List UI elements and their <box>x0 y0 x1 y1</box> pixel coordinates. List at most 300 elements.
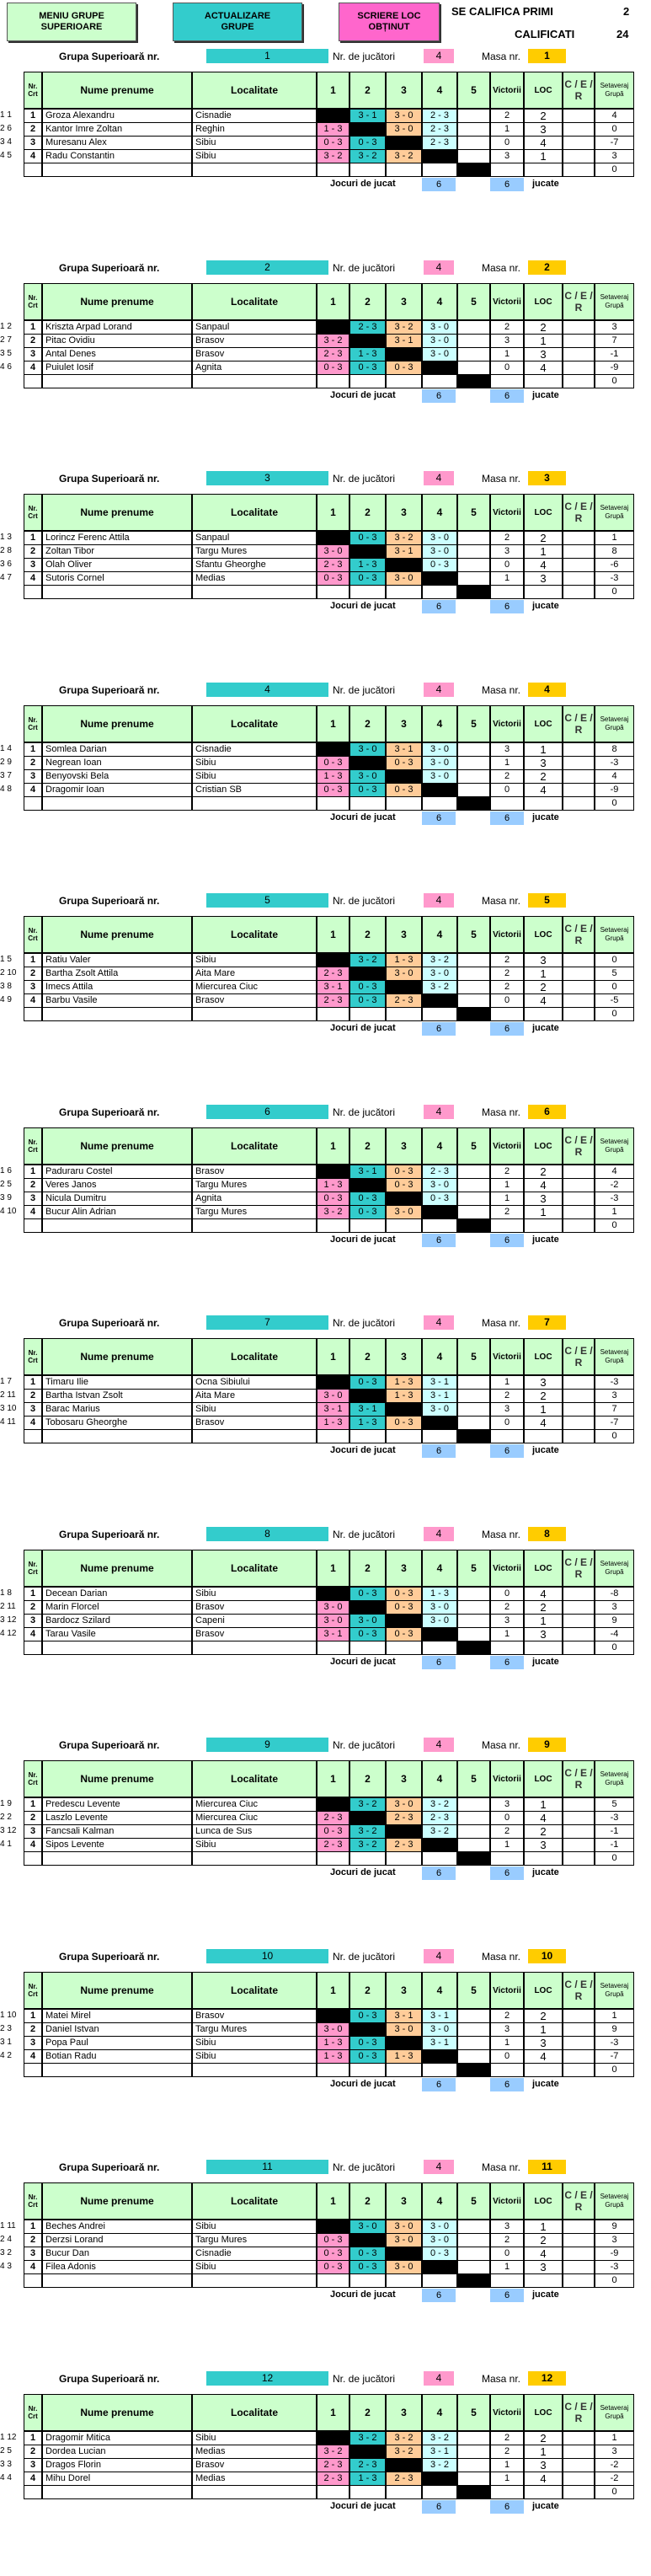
score-cell[interactable] <box>422 1007 457 1021</box>
loc-value[interactable]: 3 <box>524 1838 563 1852</box>
score-cell[interactable]: 3 - 0 <box>386 967 422 981</box>
player-name[interactable] <box>42 1218 192 1233</box>
player-localitate[interactable]: Cisnadie <box>192 109 317 123</box>
score-cell[interactable] <box>457 993 490 1008</box>
cer-cell[interactable] <box>563 980 595 994</box>
score-cell[interactable] <box>317 163 350 177</box>
player-localitate[interactable] <box>192 2273 317 2288</box>
score-cell[interactable] <box>386 585 422 599</box>
player-name[interactable]: Barbu Vasile <box>42 993 192 1008</box>
cer-cell[interactable] <box>563 769 595 784</box>
score-cell[interactable]: 0 - 3 <box>350 2247 386 2261</box>
score-cell[interactable] <box>422 2063 457 2077</box>
player-name[interactable]: Radu Constantin <box>42 149 192 163</box>
player-localitate[interactable]: Targu Mures <box>192 2233 317 2247</box>
score-cell[interactable] <box>386 2273 422 2288</box>
score-cell[interactable]: 2 - 3 <box>350 320 386 335</box>
player-localitate[interactable]: Brasov <box>192 1600 317 1615</box>
score-cell[interactable]: 2 - 3 <box>422 1165 457 1179</box>
score-cell[interactable]: 3 - 0 <box>422 2233 457 2247</box>
cer-cell[interactable] <box>563 2431 595 2445</box>
cer-cell[interactable] <box>563 1007 595 1021</box>
score-cell[interactable] <box>422 783 457 797</box>
score-cell[interactable] <box>457 320 490 335</box>
player-localitate[interactable]: Brasov <box>192 2458 317 2472</box>
meniu-grupe-superioare-button[interactable]: MENIU GRUPE SUPERIOARE <box>7 3 136 41</box>
score-cell[interactable] <box>457 1429 490 1443</box>
score-cell[interactable] <box>457 2260 490 2274</box>
score-cell[interactable] <box>317 953 350 967</box>
score-cell[interactable] <box>422 2485 457 2499</box>
cer-cell[interactable] <box>563 334 595 348</box>
score-cell[interactable]: 3 - 0 <box>350 769 386 784</box>
score-cell[interactable] <box>422 1205 457 1219</box>
score-cell[interactable]: 3 - 0 <box>422 756 457 770</box>
cer-cell[interactable] <box>563 1402 595 1417</box>
player-name[interactable]: Sipos Levente <box>42 1838 192 1852</box>
cer-cell[interactable] <box>563 1851 595 1866</box>
score-cell[interactable]: 3 - 0 <box>386 1797 422 1812</box>
player-name[interactable]: Pitac Ovidiu <box>42 334 192 348</box>
score-cell[interactable] <box>317 109 350 123</box>
score-cell[interactable]: 3 - 2 <box>422 1797 457 1812</box>
score-cell[interactable] <box>422 571 457 586</box>
score-cell[interactable] <box>457 136 490 150</box>
score-cell[interactable]: 1 - 3 <box>317 1178 350 1192</box>
player-name[interactable]: Negrean Ioan <box>42 756 192 770</box>
loc-value[interactable] <box>524 1429 563 1443</box>
score-cell[interactable]: 0 - 3 <box>386 1627 422 1641</box>
score-cell[interactable] <box>350 2022 386 2037</box>
loc-value[interactable]: 3 <box>524 122 563 137</box>
score-cell[interactable]: 2 - 3 <box>317 558 350 572</box>
cer-cell[interactable] <box>563 2247 595 2261</box>
score-cell[interactable]: 3 - 2 <box>422 2431 457 2445</box>
player-localitate[interactable]: Targu Mures <box>192 1205 317 1219</box>
score-cell[interactable] <box>457 531 490 545</box>
score-cell[interactable] <box>350 1007 386 1021</box>
score-cell[interactable] <box>350 1641 386 1655</box>
cer-cell[interactable] <box>563 544 595 559</box>
cer-cell[interactable] <box>563 783 595 797</box>
score-cell[interactable] <box>457 1851 490 1866</box>
player-localitate[interactable]: Miercurea Ciuc <box>192 980 317 994</box>
loc-value[interactable]: 3 <box>524 2260 563 2274</box>
score-cell[interactable]: 3 - 1 <box>350 1165 386 1179</box>
score-cell[interactable]: 3 - 2 <box>317 149 350 163</box>
score-cell[interactable] <box>457 2036 490 2050</box>
loc-value[interactable]: 1 <box>524 544 563 559</box>
score-cell[interactable]: 3 - 2 <box>350 953 386 967</box>
player-name[interactable]: Veres Janos <box>42 1178 192 1192</box>
score-cell[interactable]: 2 - 3 <box>317 347 350 361</box>
player-name[interactable]: Timaru Ilie <box>42 1375 192 1390</box>
score-cell[interactable] <box>457 1627 490 1641</box>
player-localitate[interactable]: Brasov <box>192 1416 317 1430</box>
player-name[interactable]: Matei Mirel <box>42 2009 192 2023</box>
score-cell[interactable] <box>457 1205 490 1219</box>
player-localitate[interactable] <box>192 2063 317 2077</box>
player-name[interactable] <box>42 1641 192 1655</box>
score-cell[interactable]: 3 - 0 <box>422 2022 457 2037</box>
score-cell[interactable] <box>457 1824 490 1839</box>
score-cell[interactable] <box>422 993 457 1008</box>
score-cell[interactable]: 0 - 3 <box>386 1178 422 1192</box>
cer-cell[interactable] <box>563 2022 595 2037</box>
score-cell[interactable] <box>457 1218 490 1233</box>
score-cell[interactable] <box>317 1218 350 1233</box>
loc-value[interactable]: 1 <box>524 742 563 757</box>
score-cell[interactable] <box>457 1587 490 1601</box>
score-cell[interactable]: 3 - 2 <box>350 1838 386 1852</box>
score-cell[interactable]: 3 - 1 <box>422 1389 457 1403</box>
player-name[interactable]: Somlea Darian <box>42 742 192 757</box>
score-cell[interactable]: 3 - 0 <box>422 967 457 981</box>
player-localitate[interactable]: Sibiu <box>192 953 317 967</box>
player-localitate[interactable]: Sibiu <box>192 136 317 150</box>
player-localitate[interactable] <box>192 1007 317 1021</box>
cer-cell[interactable] <box>563 361 595 375</box>
player-name[interactable]: Barac Marius <box>42 1402 192 1417</box>
score-cell[interactable]: 3 - 2 <box>422 2458 457 2472</box>
loc-value[interactable]: 1 <box>524 1402 563 1417</box>
score-cell[interactable]: 3 - 1 <box>350 1402 386 1417</box>
score-cell[interactable]: 3 - 2 <box>317 2445 350 2459</box>
player-name[interactable]: Beches Andrei <box>42 2220 192 2234</box>
player-localitate[interactable]: Agnita <box>192 1192 317 1206</box>
loc-value[interactable]: 4 <box>524 2247 563 2261</box>
score-cell[interactable]: 2 - 3 <box>317 967 350 981</box>
score-cell[interactable] <box>457 783 490 797</box>
cer-cell[interactable] <box>563 347 595 361</box>
score-cell[interactable] <box>317 1851 350 1866</box>
player-localitate[interactable]: Cisnadie <box>192 742 317 757</box>
score-cell[interactable] <box>422 149 457 163</box>
loc-value[interactable]: 2 <box>524 2431 563 2445</box>
score-cell[interactable]: 0 - 3 <box>350 783 386 797</box>
score-cell[interactable] <box>386 163 422 177</box>
player-name[interactable]: Botian Radu <box>42 2049 192 2064</box>
loc-value[interactable]: 1 <box>524 2445 563 2459</box>
player-name[interactable]: Bucur Alin Adrian <box>42 1205 192 1219</box>
score-cell[interactable]: 3 - 1 <box>350 109 386 123</box>
score-cell[interactable]: 3 - 0 <box>386 2260 422 2274</box>
player-localitate[interactable] <box>192 1218 317 1233</box>
score-cell[interactable] <box>386 1824 422 1839</box>
score-cell[interactable] <box>457 796 490 811</box>
score-cell[interactable]: 3 - 2 <box>317 1205 350 1219</box>
loc-value[interactable] <box>524 374 563 388</box>
score-cell[interactable]: 3 - 1 <box>422 2036 457 2050</box>
score-cell[interactable]: 3 - 0 <box>386 109 422 123</box>
score-cell[interactable]: 2 - 3 <box>350 2458 386 2472</box>
score-cell[interactable] <box>386 769 422 784</box>
score-cell[interactable] <box>422 1627 457 1641</box>
score-cell[interactable] <box>386 1614 422 1628</box>
player-name[interactable] <box>42 2063 192 2077</box>
score-cell[interactable]: 0 - 3 <box>350 2049 386 2064</box>
score-cell[interactable] <box>422 2260 457 2274</box>
score-cell[interactable] <box>386 980 422 994</box>
cer-cell[interactable] <box>563 796 595 811</box>
score-cell[interactable]: 0 - 3 <box>317 1192 350 1206</box>
score-cell[interactable]: 3 - 1 <box>317 1627 350 1641</box>
player-name[interactable]: Fancsali Kalman <box>42 1824 192 1839</box>
score-cell[interactable]: 3 - 1 <box>422 1375 457 1390</box>
score-cell[interactable]: 2 - 3 <box>422 122 457 137</box>
player-localitate[interactable]: Sanpaul <box>192 320 317 335</box>
loc-value[interactable]: 4 <box>524 1587 563 1601</box>
loc-value[interactable]: 4 <box>524 558 563 572</box>
score-cell[interactable] <box>422 2049 457 2064</box>
player-name[interactable] <box>42 1007 192 1021</box>
score-cell[interactable] <box>317 1375 350 1390</box>
cer-cell[interactable] <box>563 163 595 177</box>
player-name[interactable] <box>42 163 192 177</box>
score-cell[interactable] <box>457 571 490 586</box>
score-cell[interactable]: 1 - 3 <box>317 122 350 137</box>
score-cell[interactable] <box>457 953 490 967</box>
loc-value[interactable]: 2 <box>524 1165 563 1179</box>
score-cell[interactable]: 3 - 0 <box>386 2022 422 2037</box>
score-cell[interactable]: 3 - 0 <box>422 531 457 545</box>
score-cell[interactable] <box>317 1641 350 1655</box>
cer-cell[interactable] <box>563 1218 595 1233</box>
loc-value[interactable]: 2 <box>524 1389 563 1403</box>
score-cell[interactable]: 0 - 3 <box>350 1587 386 1601</box>
score-cell[interactable] <box>350 374 386 388</box>
cer-cell[interactable] <box>563 2273 595 2288</box>
score-cell[interactable] <box>457 1641 490 1655</box>
player-name[interactable] <box>42 796 192 811</box>
player-localitate[interactable]: Reghin <box>192 122 317 137</box>
score-cell[interactable]: 3 - 0 <box>317 544 350 559</box>
score-cell[interactable] <box>457 2247 490 2261</box>
score-cell[interactable] <box>350 585 386 599</box>
cer-cell[interactable] <box>563 2063 595 2077</box>
player-name[interactable]: Bucur Dan <box>42 2247 192 2261</box>
score-cell[interactable]: 0 - 3 <box>317 1824 350 1839</box>
score-cell[interactable] <box>457 2273 490 2288</box>
cer-cell[interactable] <box>563 2485 595 2499</box>
score-cell[interactable]: 3 - 1 <box>386 334 422 348</box>
score-cell[interactable] <box>457 2009 490 2023</box>
score-cell[interactable] <box>422 1641 457 1655</box>
score-cell[interactable]: 0 - 3 <box>386 361 422 375</box>
player-name[interactable]: Antal Denes <box>42 347 192 361</box>
cer-cell[interactable] <box>563 1205 595 1219</box>
cer-cell[interactable] <box>563 558 595 572</box>
player-name[interactable]: Tarau Vasile <box>42 1627 192 1641</box>
score-cell[interactable]: 2 - 3 <box>317 2472 350 2486</box>
cer-cell[interactable] <box>563 1614 595 1628</box>
player-localitate[interactable]: Sibiu <box>192 2036 317 2050</box>
score-cell[interactable]: 0 - 3 <box>317 136 350 150</box>
score-cell[interactable]: 2 - 3 <box>422 1811 457 1825</box>
score-cell[interactable]: 3 - 0 <box>317 1389 350 1403</box>
player-localitate[interactable]: Capeni <box>192 1614 317 1628</box>
score-cell[interactable] <box>457 2049 490 2064</box>
score-cell[interactable] <box>457 1178 490 1192</box>
score-cell[interactable] <box>457 2220 490 2234</box>
player-localitate[interactable]: Sibiu <box>192 2049 317 2064</box>
score-cell[interactable]: 3 - 0 <box>422 2220 457 2234</box>
scriere-loc-obtinut-button[interactable]: SCRIERE LOC OBȚINUT <box>339 3 440 41</box>
loc-value[interactable]: 4 <box>524 2472 563 2486</box>
score-cell[interactable] <box>350 1851 386 1866</box>
score-cell[interactable]: 0 - 3 <box>350 2036 386 2050</box>
player-localitate[interactable]: Medias <box>192 2445 317 2459</box>
loc-value[interactable] <box>524 1218 563 1233</box>
loc-value[interactable]: 1 <box>524 1797 563 1812</box>
score-cell[interactable] <box>350 2273 386 2288</box>
score-cell[interactable] <box>386 347 422 361</box>
score-cell[interactable]: 3 - 2 <box>386 2445 422 2459</box>
score-cell[interactable]: 2 - 3 <box>317 2458 350 2472</box>
score-cell[interactable]: 0 - 3 <box>386 1587 422 1601</box>
score-cell[interactable]: 2 - 3 <box>317 1838 350 1852</box>
loc-value[interactable]: 4 <box>524 1178 563 1192</box>
player-name[interactable]: Olah Oliver <box>42 558 192 572</box>
player-name[interactable]: Filea Adonis <box>42 2260 192 2274</box>
player-name[interactable]: Dragos Florin <box>42 2458 192 2472</box>
player-localitate[interactable] <box>192 1851 317 1866</box>
loc-value[interactable] <box>524 1007 563 1021</box>
loc-value[interactable]: 4 <box>524 2049 563 2064</box>
score-cell[interactable] <box>422 163 457 177</box>
loc-value[interactable] <box>524 585 563 599</box>
player-localitate[interactable]: Brasov <box>192 1627 317 1641</box>
loc-value[interactable]: 2 <box>524 2233 563 2247</box>
score-cell[interactable]: 0 - 3 <box>386 783 422 797</box>
score-cell[interactable] <box>386 1218 422 1233</box>
score-cell[interactable] <box>457 1811 490 1825</box>
score-cell[interactable]: 3 - 0 <box>422 742 457 757</box>
score-cell[interactable] <box>317 585 350 599</box>
cer-cell[interactable] <box>563 2036 595 2050</box>
score-cell[interactable] <box>386 1192 422 1206</box>
cer-cell[interactable] <box>563 122 595 137</box>
player-localitate[interactable]: Targu Mures <box>192 2022 317 2037</box>
score-cell[interactable] <box>457 742 490 757</box>
score-cell[interactable]: 0 - 3 <box>317 756 350 770</box>
score-cell[interactable] <box>350 334 386 348</box>
player-localitate[interactable]: Brasov <box>192 347 317 361</box>
score-cell[interactable]: 3 - 2 <box>350 2431 386 2445</box>
score-cell[interactable]: 1 - 3 <box>317 1416 350 1430</box>
score-cell[interactable] <box>317 1587 350 1601</box>
score-cell[interactable] <box>350 1811 386 1825</box>
loc-value[interactable]: 1 <box>524 2022 563 2037</box>
score-cell[interactable]: 3 - 2 <box>386 2431 422 2445</box>
loc-value[interactable]: 4 <box>524 1416 563 1430</box>
score-cell[interactable] <box>457 1402 490 1417</box>
loc-value[interactable]: 1 <box>524 2220 563 2234</box>
score-cell[interactable]: 3 - 0 <box>386 2233 422 2247</box>
player-localitate[interactable] <box>192 2485 317 2499</box>
player-name[interactable]: Bartha Istvan Zsolt <box>42 1389 192 1403</box>
player-name[interactable]: Predescu Levente <box>42 1797 192 1812</box>
score-cell[interactable]: 1 - 3 <box>386 953 422 967</box>
cer-cell[interactable] <box>563 2458 595 2472</box>
cer-cell[interactable] <box>563 1641 595 1655</box>
loc-value[interactable]: 2 <box>524 769 563 784</box>
score-cell[interactable] <box>422 374 457 388</box>
score-cell[interactable] <box>457 980 490 994</box>
cer-cell[interactable] <box>563 1838 595 1852</box>
score-cell[interactable]: 3 - 1 <box>317 980 350 994</box>
loc-value[interactable]: 2 <box>524 980 563 994</box>
player-name[interactable] <box>42 1429 192 1443</box>
player-name[interactable]: Zoltan Tibor <box>42 544 192 559</box>
loc-value[interactable]: 3 <box>524 756 563 770</box>
player-name[interactable]: Sutoris Cornel <box>42 571 192 586</box>
loc-value[interactable]: 2 <box>524 2009 563 2023</box>
cer-cell[interactable] <box>563 1600 595 1615</box>
score-cell[interactable]: 3 - 0 <box>422 544 457 559</box>
score-cell[interactable] <box>350 163 386 177</box>
score-cell[interactable]: 3 - 2 <box>422 980 457 994</box>
player-name[interactable] <box>42 2273 192 2288</box>
loc-value[interactable]: 2 <box>524 320 563 335</box>
score-cell[interactable] <box>317 374 350 388</box>
score-cell[interactable]: 0 - 3 <box>350 993 386 1008</box>
player-name[interactable]: Derzsi Lorand <box>42 2233 192 2247</box>
score-cell[interactable] <box>317 1007 350 1021</box>
loc-value[interactable]: 1 <box>524 1205 563 1219</box>
loc-value[interactable] <box>524 2063 563 2077</box>
score-cell[interactable]: 2 - 3 <box>317 1811 350 1825</box>
score-cell[interactable] <box>386 2063 422 2077</box>
loc-value[interactable] <box>524 2273 563 2288</box>
player-name[interactable]: Popa Paul <box>42 2036 192 2050</box>
loc-value[interactable]: 1 <box>524 149 563 163</box>
score-cell[interactable]: 0 - 3 <box>386 756 422 770</box>
player-localitate[interactable]: Sfantu Gheorghe <box>192 558 317 572</box>
score-cell[interactable]: 0 - 3 <box>317 361 350 375</box>
loc-value[interactable]: 3 <box>524 2036 563 2050</box>
loc-value[interactable]: 1 <box>524 967 563 981</box>
loc-value[interactable]: 1 <box>524 334 563 348</box>
score-cell[interactable] <box>457 585 490 599</box>
score-cell[interactable]: 3 - 0 <box>350 742 386 757</box>
player-localitate[interactable] <box>192 585 317 599</box>
cer-cell[interactable] <box>563 2220 595 2234</box>
score-cell[interactable] <box>457 1797 490 1812</box>
score-cell[interactable]: 0 - 3 <box>350 1205 386 1219</box>
score-cell[interactable]: 2 - 3 <box>386 993 422 1008</box>
cer-cell[interactable] <box>563 1192 595 1206</box>
player-localitate[interactable]: Targu Mures <box>192 1178 317 1192</box>
player-name[interactable]: Benyovski Bela <box>42 769 192 784</box>
score-cell[interactable] <box>457 1416 490 1430</box>
score-cell[interactable]: 3 - 2 <box>386 320 422 335</box>
score-cell[interactable] <box>350 1389 386 1403</box>
player-localitate[interactable]: Sibiu <box>192 1838 317 1852</box>
loc-value[interactable]: 3 <box>524 347 563 361</box>
score-cell[interactable]: 0 - 3 <box>386 1165 422 1179</box>
score-cell[interactable]: 0 - 3 <box>317 2260 350 2274</box>
score-cell[interactable] <box>457 334 490 348</box>
player-name[interactable]: Mihu Dorel <box>42 2472 192 2486</box>
score-cell[interactable]: 2 - 3 <box>422 136 457 150</box>
score-cell[interactable] <box>457 2431 490 2445</box>
player-localitate[interactable] <box>192 374 317 388</box>
player-name[interactable]: Bardocz Szilard <box>42 1614 192 1628</box>
score-cell[interactable] <box>457 2458 490 2472</box>
score-cell[interactable]: 0 - 3 <box>422 2247 457 2261</box>
loc-value[interactable]: 3 <box>524 953 563 967</box>
